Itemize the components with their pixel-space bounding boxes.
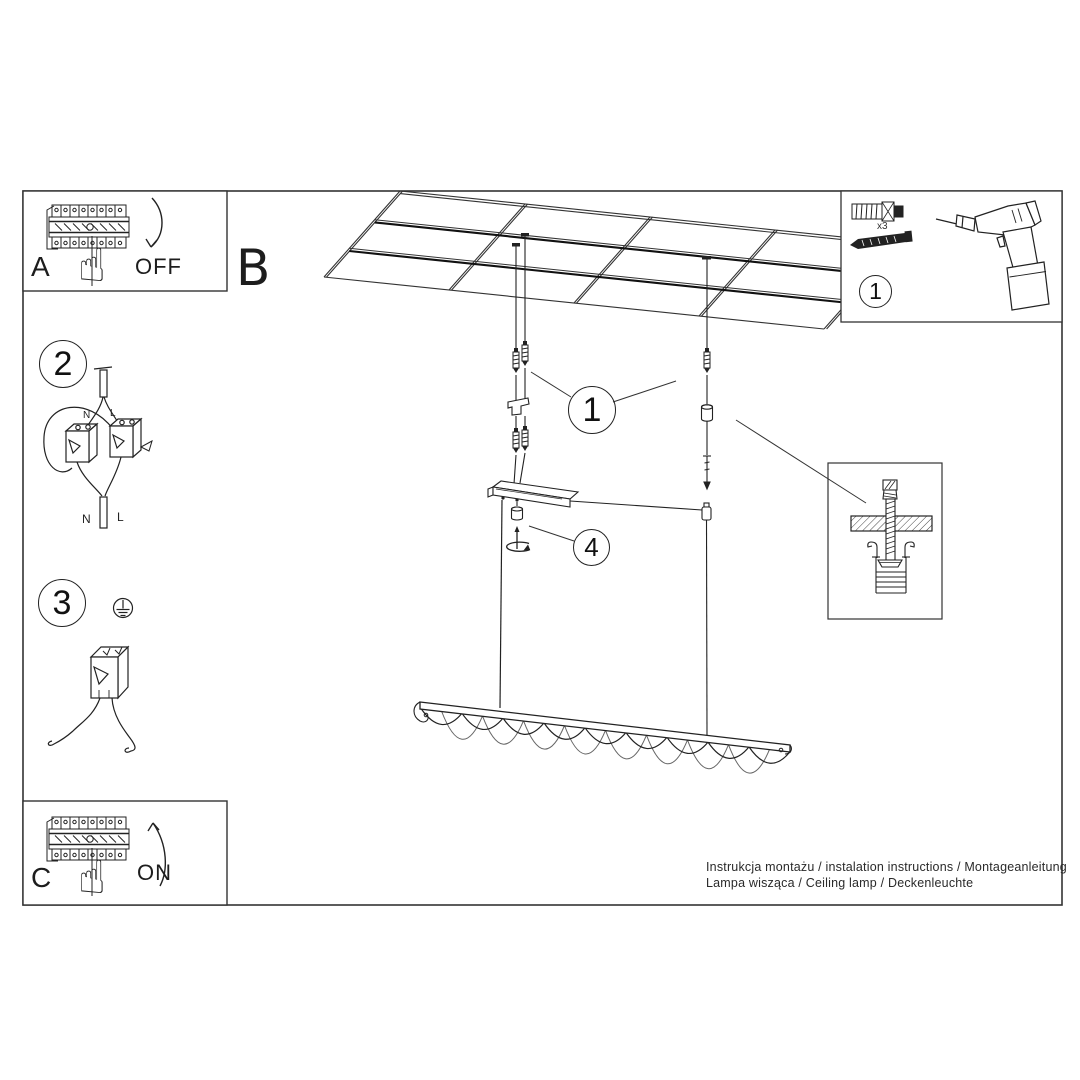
pendant-lamp — [414, 702, 791, 773]
anchor-screw — [513, 348, 519, 373]
footer-line-1: Instrukcja montażu / instalation instructions / Montageanleitung — [706, 860, 1067, 874]
rotate-arrow-icon — [507, 526, 530, 551]
section-label-b: B — [236, 239, 271, 297]
breaker-on-label: ON — [137, 860, 172, 885]
anchor-screw — [513, 428, 519, 453]
suspension-cable-left — [500, 500, 502, 708]
callout-step-4 — [573, 529, 610, 566]
section-label-a: A — [31, 251, 50, 282]
pointing-hand-icon: ☝ — [78, 850, 107, 904]
ceiling-grid — [324, 191, 903, 329]
callout-step-3-number: 3 — [52, 583, 72, 622]
anchor-screw — [522, 426, 528, 451]
leader-to-detail — [736, 420, 866, 503]
callout-step-1-number: 1 — [582, 390, 602, 429]
wire-label-l-bottom: L — [117, 510, 124, 524]
callout-step-3 — [38, 579, 86, 627]
callout-step-2-number: 2 — [53, 344, 73, 383]
wiring-diagram — [44, 367, 152, 528]
callout-tools-step-1 — [859, 275, 892, 308]
callout-step-4-number: 4 — [584, 532, 599, 562]
anchor-screw — [522, 341, 528, 366]
footer-line-2: Lampa wisząca / Ceiling lamp / Deckenleuchte — [706, 876, 974, 890]
canopy — [488, 481, 702, 510]
right-suspension-wire — [702, 256, 713, 736]
wire-label-l-top: L — [110, 408, 116, 419]
anchor-quantity-label: x3 — [877, 221, 888, 232]
section-label-c: C — [31, 862, 52, 893]
anchor-screw — [704, 348, 710, 373]
breaker-off-label: OFF — [135, 254, 182, 279]
pointing-hand-icon: ☝ — [78, 238, 107, 292]
callout-step-1 — [568, 386, 616, 434]
cable-gripper — [512, 502, 523, 520]
wire-label-n-bottom: N — [82, 512, 91, 526]
callout-step-2 — [39, 340, 87, 388]
callout-tools-step-1-number: 1 — [869, 278, 882, 304]
wire-label-n-top: N — [83, 410, 91, 421]
